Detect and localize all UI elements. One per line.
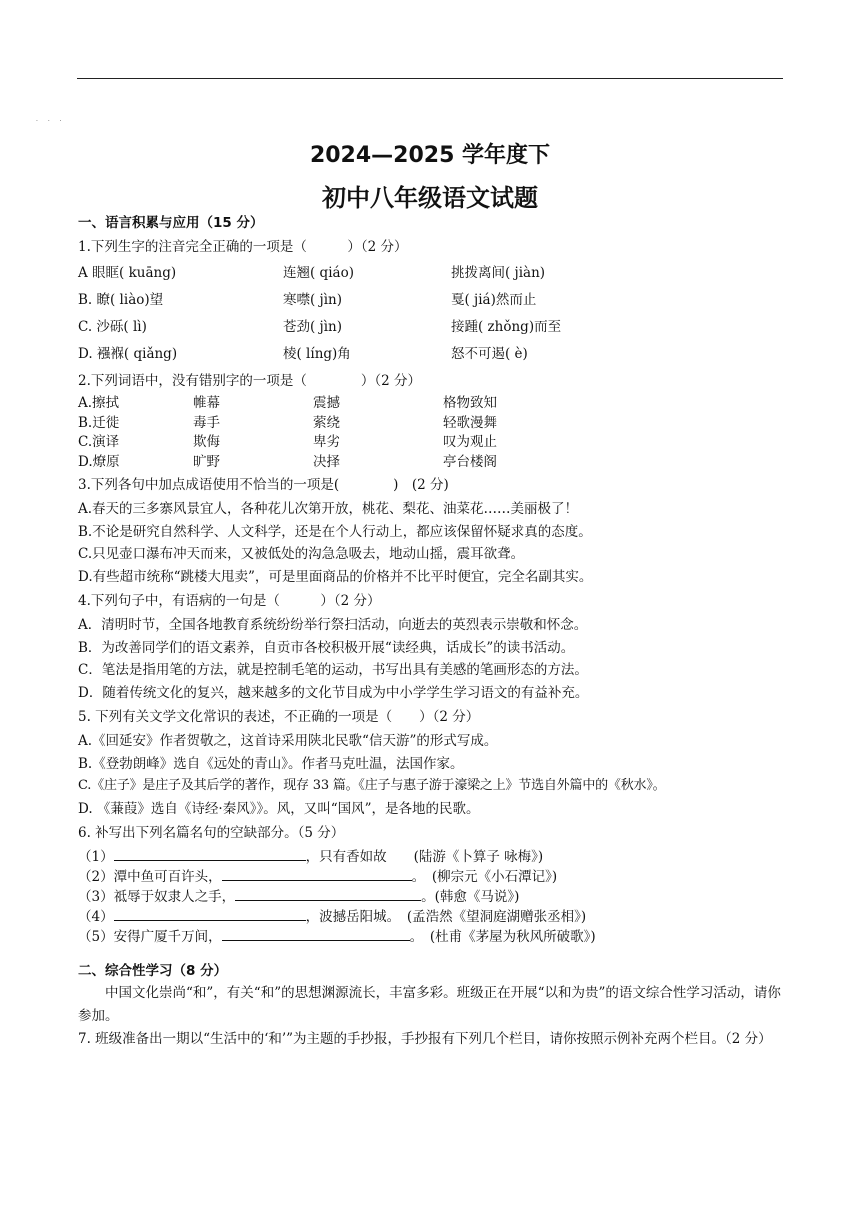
q6-stem: 6. 补写出下列名篇名句的空缺部分。（5 分）: [78, 825, 345, 841]
q3-option-c: C.只见壶口瀑布冲天而来，又被低处的沟急急吸去，地动山摇，震耳欲聋。: [78, 546, 525, 562]
q4-option-a: A．清明时节，全国各地教育系统纷纷举行祭扫活动，向逝去的英烈表示崇敬和怀念。: [78, 617, 588, 633]
answer-blank[interactable]: [114, 906, 306, 921]
answer-blank[interactable]: [114, 846, 306, 861]
q5-option-a: A.《回延安》作者贺敬之，这首诗采用陕北民歌“信天游”的形式写成。: [78, 733, 498, 749]
q5-stem: 5. 下列有关文学文化常识的表述，不正确的一项是（ ）（2 分）: [78, 709, 480, 725]
section1-heading: 一、语言积累与应用（15 分）: [78, 215, 264, 231]
q1-option-d: D. 襁褓( qiǎng) 棱( líng)角 怒不可遏( è): [78, 346, 528, 362]
exam-content: [78, 212, 784, 1051]
q6-item-4: （4） ，波撼岳阳城。 (孟浩然《望洞庭湖赠张丞相》): [78, 906, 784, 926]
q3-stem: 3.下列各句中加点成语使用不恰当的一项是( ) (2 分): [78, 477, 449, 493]
q2-option-d: D.燎原 旷野 决择 亭台楼阁: [78, 453, 497, 470]
section2-intro: 中国文化崇尚“和”，有关“和”的思想渊源流长，丰富多彩。班级正在开展“以和为贵”的语文综合性学习活动，请你参加。: [78, 985, 781, 1024]
q1-option-a: A 眼眶( kuāng) 连翘( qiáo) 挑拨离间( jiàn): [78, 265, 546, 281]
q6-item-5: （5）安得广厦千万间， 。 (杜甫《茅屋为秋风所破歌》): [78, 926, 784, 946]
exam-year-title: 2024—2025 学年度下: [309, 143, 551, 168]
q4-option-b: B．为改善同学们的语文素养，自贡市各校积极开展“读经典，话成长”的读书活动。: [78, 639, 575, 656]
q4-option-d: D．随着传统文化的复兴，越来越多的文化节目成为中小学学生学习语文的有益补充。: [78, 684, 589, 701]
q5-option-b: B.《登勃朗峰》选自《远处的青山》。作者马克吐温，法国作家。: [78, 755, 464, 772]
q3-option-a: A.春天的三多寨风景宜人，各种花儿次第开放，桃花、梨花、油菜花……美丽极了！: [78, 501, 579, 517]
q4-stem: 4.下列句子中，有语病的一句是（ ）（2 分）: [78, 593, 381, 609]
q4-option-c: C．笔法是指用笔的方法，就是控制毛笔的运动，书写出具有美感的笔画形态的方法。: [78, 662, 588, 678]
q6-item-3: （3）祗辱于奴隶人之手， 。(韩愈《马说》): [78, 886, 784, 906]
q1-option-b: B. 瞭( liào)望 寒噤( jìn) 戛( jiá)然而止: [78, 292, 537, 308]
q1-option-c: C. 沙砾( lì) 苍劲( jìn) 接踵( zhǒng)而至: [78, 319, 562, 335]
q3-option-b: B.不论是研究自然科学、人文科学，还是在个人行动上，都应该保留怀疑求真的态度。: [78, 523, 592, 540]
scan-specks: . . .: [36, 116, 66, 123]
q3-option-d: D.有些超市统称“跳楼大甩卖”，可是里面商品的价格并不比平时便宜，完全名副其实。: [78, 568, 593, 585]
q2-option-a: A.擦拭 帷幕 震撼 格物致知: [78, 395, 497, 411]
answer-blank[interactable]: [235, 886, 421, 901]
q6-item-1: （1） ，只有香如故 (陆游《卜算子 咏梅》): [78, 846, 784, 866]
answer-blank[interactable]: [222, 926, 410, 941]
q7-stem: 7. 班级准备出一期以“生活中的‘和’”为主题的手抄报，手抄报有下列几个栏目，请你按照示例补充两个栏目。（2 分）: [78, 1031, 772, 1047]
header-rule: [77, 78, 783, 79]
q2-stem: 2.下列词语中，没有错别字的一项是（ ）（2 分）: [78, 373, 422, 389]
q2-option-b: B.迁徙 毒手 萦绕 轻歌漫舞: [78, 414, 497, 431]
exam-title: 初中八年级语文试题: [322, 184, 538, 212]
q6-item-2: （2）潭中鱼可百许头， 。 (柳宗元《小石潭记》): [78, 866, 784, 886]
q2-option-c: C.演译 欺侮 卑劣 叹为观止: [78, 434, 497, 450]
q5-option-c: C.《庄子》是庄子及其后学的著作，现存 33 篇。《庄子与惠子游于濠梁之上》节选自外篇中的《秋水》。: [78, 778, 666, 793]
answer-blank[interactable]: [222, 866, 412, 881]
q5-option-d: D. 《蒹葭》选自《诗经·秦风》》。风，又叫“国风”，是各地的民歌。: [78, 800, 480, 817]
section2-heading: 二、综合性学习（8 分）: [78, 963, 228, 979]
q1-stem: 1.下列生字的注音完全正确的一项是（ ）（2 分）: [78, 239, 408, 255]
